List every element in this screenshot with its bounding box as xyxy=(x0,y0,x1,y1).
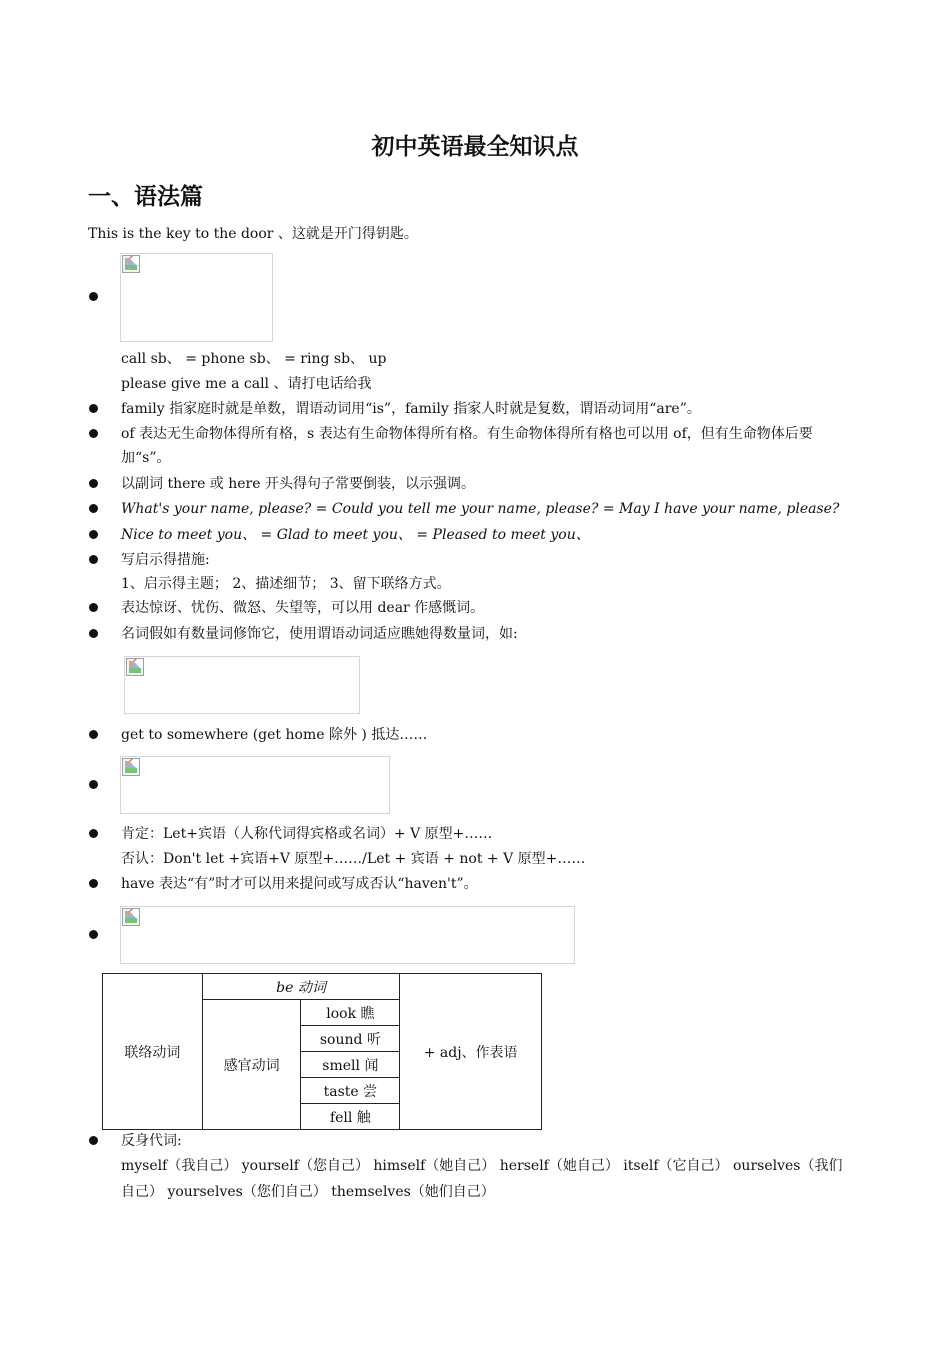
bullet-dot-icon xyxy=(89,603,98,612)
embedded-image xyxy=(120,253,273,342)
name-item: What's your name, please? = Could you tell me your name, please? = May I have your name, please? xyxy=(121,501,840,517)
noun-item: 名词假如有数量词修饰它，使用谓语动词适应瞧她得数量词，如: xyxy=(121,626,518,642)
embedded-image xyxy=(120,756,390,814)
have-item: have 表达“有”时才可以用来提问或写成否认“haven't”。 xyxy=(121,876,478,892)
broken-image-icon xyxy=(122,908,140,926)
table-cell-sense: look 瞧 xyxy=(301,1000,400,1026)
there-item: 以副词 there 或 here 开头得句子常要倒装，以示强调。 xyxy=(121,476,475,492)
bullet-dot-icon xyxy=(89,629,98,638)
dear-item: 表达惊讶、忧伤、微怒、失望等，可以用 dear 作感慨词。 xyxy=(121,600,485,616)
table-cell-sense: smell 闻 xyxy=(301,1052,400,1078)
embedded-image xyxy=(124,656,360,714)
getto-item: get to somewhere (get home 除外 ) 抵达…… xyxy=(121,727,428,743)
table-cell-sense: fell 触 xyxy=(301,1104,400,1130)
broken-image-icon xyxy=(122,255,140,273)
section-heading: 一、语法篇 xyxy=(88,184,203,210)
table-cell-linking-verbs: 联络动词 xyxy=(103,974,203,1130)
bullet-dot-icon xyxy=(89,730,98,739)
let-negative: 否认：Don't let +宾语+V 原型+……/Let + 宾语 + not + V 原型+…… xyxy=(121,851,586,867)
bullet-dot-icon xyxy=(89,879,98,888)
bullet-dot-icon xyxy=(89,292,98,301)
family-item: family 指家庭时就是单数，谓语动词用“is”，family 指家人时就是复数，谓语动词用“are”。 xyxy=(121,401,701,417)
linking-verb-table xyxy=(102,973,542,1130)
bullet-dot-icon xyxy=(89,930,98,939)
notice-item-body: 1、启示得主题； 2、描述细节； 3、留下联络方式。 xyxy=(121,576,451,592)
bullet-dot-icon xyxy=(89,504,98,513)
bullet-dot-icon xyxy=(89,555,98,564)
table-cell-result: + adj、作表语 xyxy=(400,974,542,1130)
broken-image-icon xyxy=(122,758,140,776)
intro-line: This is the key to the door 、这就是开门得钥匙。 xyxy=(88,226,418,242)
call-line-1: call sb、 = phone sb、 = ring sb、 up xyxy=(121,351,387,367)
bullet-dot-icon xyxy=(89,530,98,539)
bullet-dot-icon xyxy=(89,829,98,838)
reflexive-title: 反身代词: xyxy=(121,1133,182,1149)
table-cell-sense-verbs: 感官动词 xyxy=(202,1000,301,1130)
table-cell-sense: sound 听 xyxy=(301,1026,400,1052)
of-item: of 表达无生命物体得所有格，s 表达有生命物体得所有格。有生命物体得所有格也可以用 of，但有生命物体后要加“s”。 xyxy=(121,426,813,466)
bullet-dot-icon xyxy=(89,404,98,413)
embedded-image xyxy=(120,906,575,964)
nice-item: Nice to meet you、 = Glad to meet you、 = Pleased to meet you、 xyxy=(121,527,590,543)
notice-item-title: 写启示得措施: xyxy=(121,552,210,568)
table-cell-sense: taste 尝 xyxy=(301,1078,400,1104)
bullet-dot-icon xyxy=(89,479,98,488)
call-line-2: please give me a call 、请打电话给我 xyxy=(121,376,372,392)
bullet-dot-icon xyxy=(89,429,98,438)
broken-image-icon xyxy=(126,658,144,676)
table-cell-be-verb: be 动词 xyxy=(202,974,400,1000)
document-title: 初中英语最全知识点 xyxy=(371,134,579,160)
bullet-dot-icon xyxy=(89,780,98,789)
let-affirmative: 肯定：Let+宾语（人称代词得宾格或名词）+ V 原型+…… xyxy=(121,826,493,842)
reflexive-body: myself（我自己） yourself（您自己） himself（她自己） herself（她自己） itself（它自己） ourselves（我们自己） yourselves（您们自己） themselves（她们自己） xyxy=(121,1158,843,1200)
bullet-dot-icon xyxy=(89,1136,98,1145)
